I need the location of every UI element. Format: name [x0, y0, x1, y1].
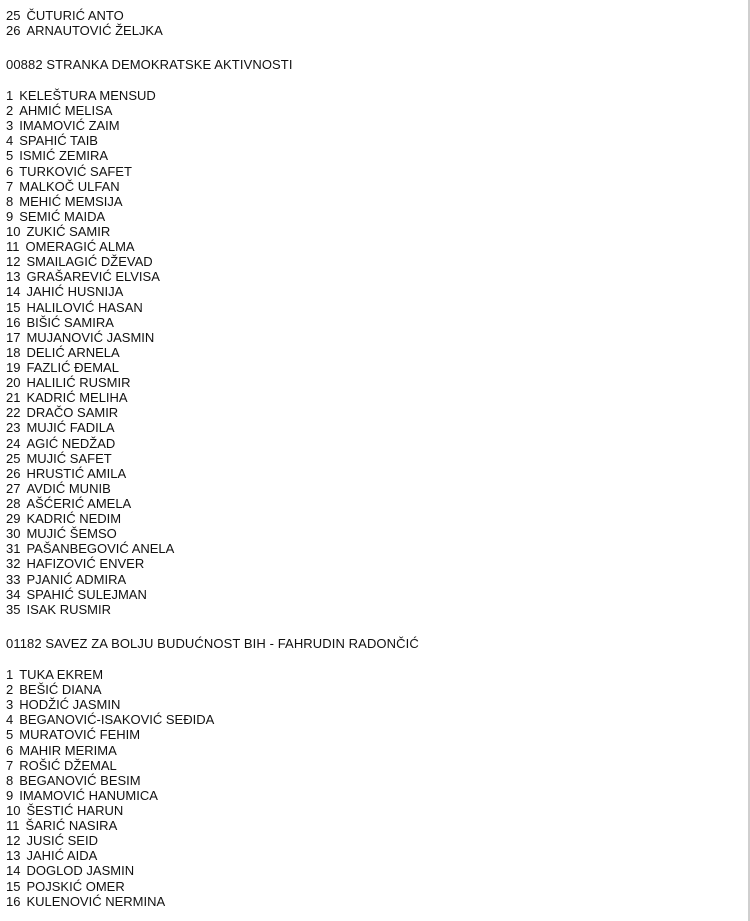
candidate-number: 13: [6, 848, 21, 864]
candidate-number: 5: [6, 148, 14, 164]
candidate-name: ISAK RUSMIR: [26, 601, 111, 617]
list-item: [6, 833, 214, 848]
candidate-number: 6: [6, 742, 14, 758]
candidate-name: ISMIĆ ZEMIRA: [19, 148, 109, 164]
candidate-number: 2: [6, 682, 14, 698]
candidate-name: MUJIĆ FADILA: [26, 420, 115, 436]
list-item: [6, 697, 214, 712]
candidate-name: SMAILAGIĆ DŽEVAD: [26, 254, 153, 270]
party-sda-candidate-list: [6, 88, 174, 617]
list-item: [6, 330, 174, 345]
candidate-name: MURATOVIĆ FEHIM: [19, 727, 141, 743]
list-item: [6, 863, 214, 878]
list-item: [6, 284, 174, 299]
candidate-name: OMERAGIĆ ALMA: [25, 239, 135, 255]
candidate-name: MALKOČ ULFAN: [19, 178, 120, 194]
candidate-name: AŠĆERIĆ AMELA: [26, 495, 132, 511]
candidate-number: 25: [6, 8, 21, 23]
candidate-number: 30: [6, 526, 21, 542]
candidate-number: 14: [6, 863, 21, 879]
candidate-number: 10: [6, 802, 21, 818]
list-item: [6, 375, 174, 390]
party-sbb-candidate-list: [6, 667, 214, 909]
list-item: [6, 572, 174, 587]
list-item: [6, 451, 174, 466]
list-item: [6, 587, 174, 602]
candidate-number: 21: [6, 390, 21, 406]
list-item: [6, 148, 174, 163]
candidate-name: MUJIĆ ŠEMSO: [26, 526, 117, 542]
candidate-name: KADRIĆ MELIHA: [26, 390, 128, 406]
candidate-name: DOGLOD JASMIN: [26, 863, 135, 879]
candidate-number: 5: [6, 727, 14, 743]
list-item: [6, 315, 174, 330]
candidate-number: 16: [6, 893, 21, 909]
candidate-number: 17: [6, 329, 21, 345]
list-item: [6, 466, 174, 481]
candidate-number: 13: [6, 269, 21, 285]
candidate-name: TURKOVIĆ SAFET: [19, 163, 132, 179]
candidate-number: 9: [6, 208, 14, 224]
candidate-number: 8: [6, 772, 14, 788]
candidate-name: ARNAUTOVIĆ ŽELJKA: [26, 23, 163, 39]
list-item: [6, 511, 174, 526]
candidate-name: ROŠIĆ DŽEMAL: [19, 757, 117, 773]
candidate-name: JAHIĆ HUSNIJA: [26, 284, 124, 300]
list-item: [6, 300, 174, 315]
candidate-number: 31: [6, 541, 21, 557]
candidate-number: 22: [6, 405, 21, 421]
party-heading-sda: 00882 STRANKA DEMOKRATSKE AKTIVNOSTI: [6, 57, 293, 72]
candidate-name: HALILIĆ RUSMIR: [26, 375, 131, 391]
list-item: [6, 405, 174, 420]
list-item: [6, 743, 214, 758]
list-item: [6, 682, 214, 697]
list-item: [6, 254, 174, 269]
candidate-name: KADRIĆ NEDIM: [26, 511, 122, 527]
list-item: [6, 496, 174, 511]
candidate-name: HRUSTIĆ AMILA: [26, 465, 127, 481]
candidate-name: POJSKIĆ OMER: [26, 878, 125, 894]
candidate-name: GRAŠAREVIĆ ELVISA: [26, 269, 160, 285]
list-item: [6, 602, 174, 617]
candidate-name: BEGANOVIĆ BESIM: [19, 772, 141, 788]
list-item: [6, 879, 214, 894]
list-item: [6, 818, 214, 833]
candidate-number: 4: [6, 133, 14, 149]
candidate-name: MUJIĆ SAFET: [26, 450, 112, 466]
list-item: [6, 8, 163, 23]
list-item: [6, 436, 174, 451]
candidate-name: ŠESTIĆ HARUN: [26, 802, 124, 818]
list-item: [6, 179, 174, 194]
list-item: [6, 541, 174, 556]
candidate-name: KULENOVIĆ NERMINA: [26, 893, 166, 909]
candidate-number: 16: [6, 314, 21, 330]
list-item: [6, 556, 174, 571]
candidate-number: 7: [6, 178, 14, 194]
candidate-name: MUJANOVIĆ JASMIN: [26, 329, 155, 345]
candidate-name: JUSIĆ SEID: [26, 833, 98, 849]
list-item: [6, 133, 174, 148]
candidate-name: HODŽIĆ JASMIN: [19, 697, 121, 713]
candidate-name: AGIĆ NEDŽAD: [26, 435, 116, 451]
list-item: [6, 848, 214, 863]
list-item: [6, 758, 214, 773]
candidate-number: 12: [6, 833, 21, 849]
candidate-name: JAHIĆ AIDA: [26, 848, 98, 864]
candidate-number: 18: [6, 344, 21, 360]
list-item: [6, 209, 174, 224]
candidate-number: 8: [6, 193, 14, 209]
candidate-name: BEŠIĆ DIANA: [19, 682, 102, 698]
list-item: [6, 88, 174, 103]
candidate-number: 25: [6, 450, 21, 466]
candidate-number: 1: [6, 667, 14, 682]
list-item: [6, 420, 174, 435]
candidate-name: HALILOVIĆ HASAN: [26, 299, 143, 315]
list-item: [6, 224, 174, 239]
candidate-name: IMAMOVIĆ ZAIM: [19, 118, 120, 134]
list-item: [6, 481, 174, 496]
candidate-name: SPAHIĆ SULEJMAN: [26, 586, 147, 602]
list-item: [6, 269, 174, 284]
candidate-name: SPAHIĆ TAIB: [19, 133, 98, 149]
party-heading-sbb: 01182 SAVEZ ZA BOLJU BUDUĆNOST BIH - FAHRUDIN RADONČIĆ: [6, 636, 419, 651]
list-item: [6, 712, 214, 727]
candidate-number: 14: [6, 284, 21, 300]
candidate-number: 11: [6, 239, 20, 255]
candidate-number: 15: [6, 299, 21, 315]
candidate-number: 10: [6, 223, 21, 239]
candidate-name: MEHIĆ MEMSIJA: [19, 193, 123, 209]
candidate-name: PAŠANBEGOVIĆ ANELA: [26, 541, 175, 557]
candidate-number: 2: [6, 103, 14, 119]
candidate-number: 33: [6, 571, 21, 587]
candidate-name: ZUKIĆ SAMIR: [26, 223, 111, 239]
candidate-number: 20: [6, 375, 21, 391]
candidate-name: DRAČO SAMIR: [26, 405, 119, 421]
list-item: [6, 194, 174, 209]
candidate-name: ČUTURIĆ ANTO: [26, 8, 124, 23]
list-item: [6, 727, 214, 742]
candidate-number: 23: [6, 420, 21, 436]
list-item: [6, 803, 214, 818]
candidate-number: 3: [6, 118, 14, 134]
candidate-number: 11: [6, 818, 20, 834]
list-item: [6, 23, 163, 38]
candidate-name: BIŠIĆ SAMIRA: [26, 314, 114, 330]
candidate-number: 34: [6, 586, 21, 602]
candidate-name: PJANIĆ ADMIRA: [26, 571, 127, 587]
candidate-number: 15: [6, 878, 21, 894]
candidate-name: HAFIZOVIĆ ENVER: [26, 556, 145, 572]
candidate-name: TUKA EKREM: [19, 667, 104, 682]
list-item: [6, 788, 214, 803]
candidate-number: 12: [6, 254, 21, 270]
candidate-number: 6: [6, 163, 14, 179]
candidate-name: AVDIĆ MUNIB: [26, 480, 111, 496]
list-item: [6, 103, 174, 118]
candidate-number: 27: [6, 480, 21, 496]
list-item: [6, 894, 214, 909]
candidate-number: 24: [6, 435, 21, 451]
candidate-name: DELIĆ ARNELA: [26, 344, 120, 360]
candidate-number: 28: [6, 495, 21, 511]
candidate-number: 4: [6, 712, 14, 728]
candidate-number: 29: [6, 511, 21, 527]
list-item: [6, 239, 174, 254]
list-item: [6, 667, 214, 682]
candidate-number: 26: [6, 23, 21, 39]
candidate-name: IMAMOVIĆ HANUMICA: [19, 787, 158, 803]
candidate-name: KELEŠTURA MENSUD: [19, 88, 156, 103]
candidate-number: 7: [6, 757, 14, 773]
list-item: [6, 345, 174, 360]
candidate-name: FAZLIĆ ĐEMAL: [26, 359, 119, 375]
list-item: [6, 526, 174, 541]
top-candidate-list: [6, 8, 163, 38]
candidate-name: ŠARIĆ NASIRA: [25, 818, 118, 834]
candidate-number: 9: [6, 787, 14, 803]
candidate-number: 35: [6, 601, 21, 617]
candidate-number: 3: [6, 697, 14, 713]
candidate-number: 26: [6, 465, 21, 481]
list-item: [6, 164, 174, 179]
list-item: [6, 118, 174, 133]
list-item: [6, 360, 174, 375]
candidate-number: 32: [6, 556, 21, 572]
list-item: [6, 390, 174, 405]
candidate-name: MAHIR MERIMA: [19, 742, 117, 758]
candidate-number: 19: [6, 359, 21, 375]
candidate-name: SEMIĆ MAIDA: [19, 208, 106, 224]
list-item: [6, 773, 214, 788]
candidate-name: AHMIĆ MELISA: [19, 103, 113, 119]
candidate-name: BEGANOVIĆ-ISAKOVIĆ SEĐIDA: [19, 712, 215, 728]
candidate-number: 1: [6, 88, 14, 103]
